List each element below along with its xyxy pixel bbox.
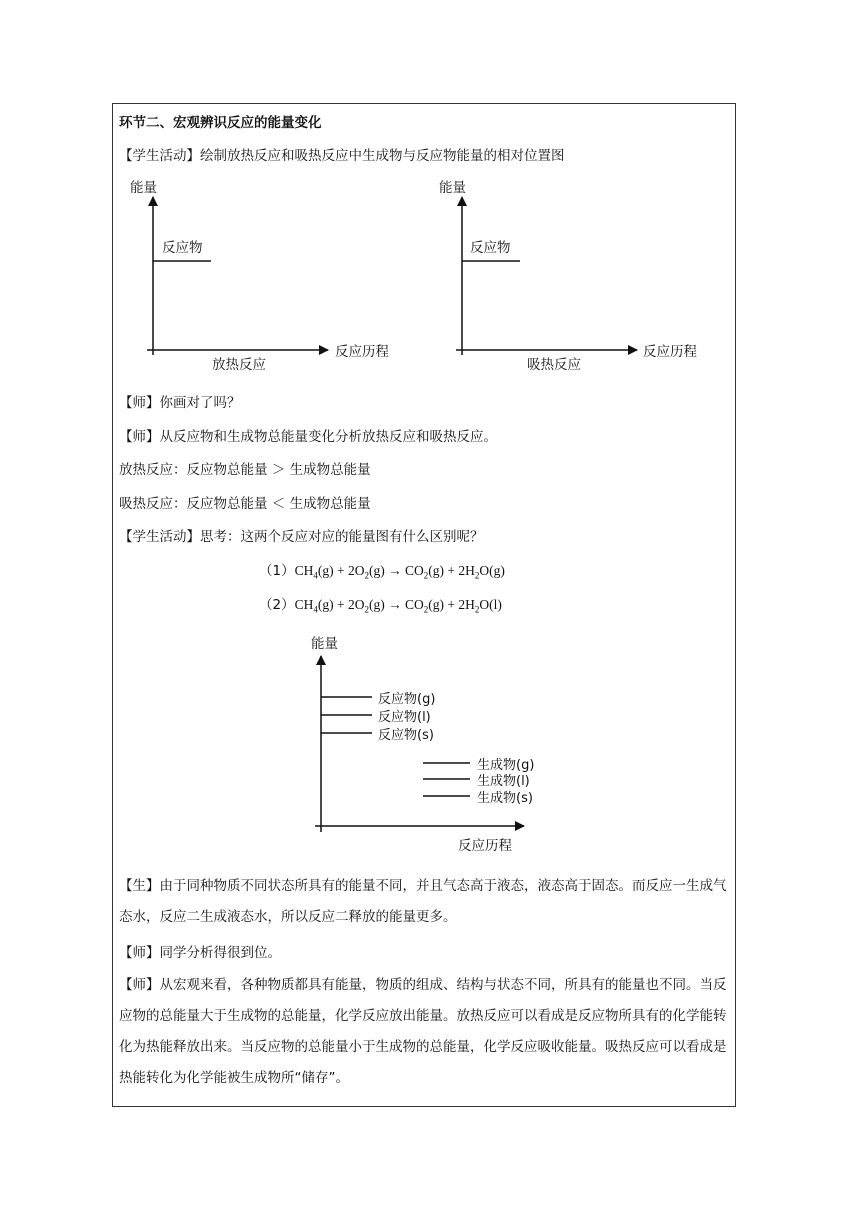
y-axis-label: 能量	[130, 180, 157, 196]
equation-text: $CH_4(g) + 2O_2(g) \to CO_2(g) + 2H_2O(g)$	[294, 563, 505, 581]
reactant-l-label: 反应物(l)	[378, 710, 431, 725]
activity-instruction: 【学生活动】绘制放热反应和吸热反应中生成物与反应物能量的相对位置图	[119, 148, 565, 164]
reactant-s-label: 反应物(s)	[378, 728, 434, 743]
teacher-prompt: 【师】从反应物和生成物总能量变化分析放热反应和吸热反应。	[119, 429, 497, 445]
y-axis-label: 能量	[311, 636, 338, 652]
exothermic-relation: 放热反应：反应物总能量 ＞ 生成物总能量	[119, 462, 371, 478]
reactant-label: 反应物	[470, 240, 511, 256]
teacher-summary: 【师】从宏观来看，各种物质都具有能量，物质的组成、结构与状态不同，所具有的能量也不同。当反应物的总能量大于生成物的总能量，化学反应放出能量。放热反应可以看成是反应物所具有的化学能转化为热能释放出来。当反应物的总能量小于生成物的总能量，化学反应吸收能量。吸热反应可以看成是热能转化为化学能被生成物所“储存”。	[119, 977, 727, 1086]
product-s-label: 生成物(s)	[477, 791, 533, 806]
product-g-label: 生成物(g)	[477, 758, 535, 773]
endothermic-relation: 吸热反应：反应物总能量 ＜ 生成物总能量	[119, 496, 371, 512]
teacher-praise: 【师】同学分析得很到位。	[119, 945, 281, 961]
exothermic-diagram	[130, 179, 389, 373]
diagram-caption: 吸热反应	[527, 357, 581, 373]
equation-number: （2）	[259, 597, 295, 613]
x-axis-label: 反应历程	[643, 344, 697, 360]
section-title: 环节二、宏观辨识反应的能量变化	[119, 115, 322, 131]
x-axis-label: 反应历程	[458, 838, 512, 854]
reactant-label: 反应物	[162, 240, 203, 256]
equation-1	[259, 562, 505, 585]
reactant-g-label: 反应物(g)	[378, 692, 436, 707]
equation-2	[259, 596, 502, 619]
equation-text: $CH_4(g) + 2O_2(g) \to CO_2(g) + 2H_2O(l)$	[294, 597, 502, 615]
teacher-question: 【师】你画对了吗？	[119, 395, 241, 411]
activity-think: 【学生活动】思考：这两个反应对应的能量图有什么区别呢？	[119, 529, 484, 545]
x-axis-label: 反应历程	[335, 344, 389, 360]
student-reply: 【生】由于同种物质不同状态所具有的能量不同，并且气态高于液态，液态高于固态。而反应一生成气态水，反应二生成液态水，所以反应二释放的能量更多。	[119, 878, 727, 925]
diagram-caption: 放热反应	[212, 357, 266, 373]
endothermic-diagram	[439, 179, 697, 373]
y-axis-label: 能量	[439, 180, 466, 196]
states-energy-diagram	[311, 635, 534, 854]
equation-number: （1）	[259, 563, 295, 579]
product-l-label: 生成物(l)	[477, 774, 530, 789]
